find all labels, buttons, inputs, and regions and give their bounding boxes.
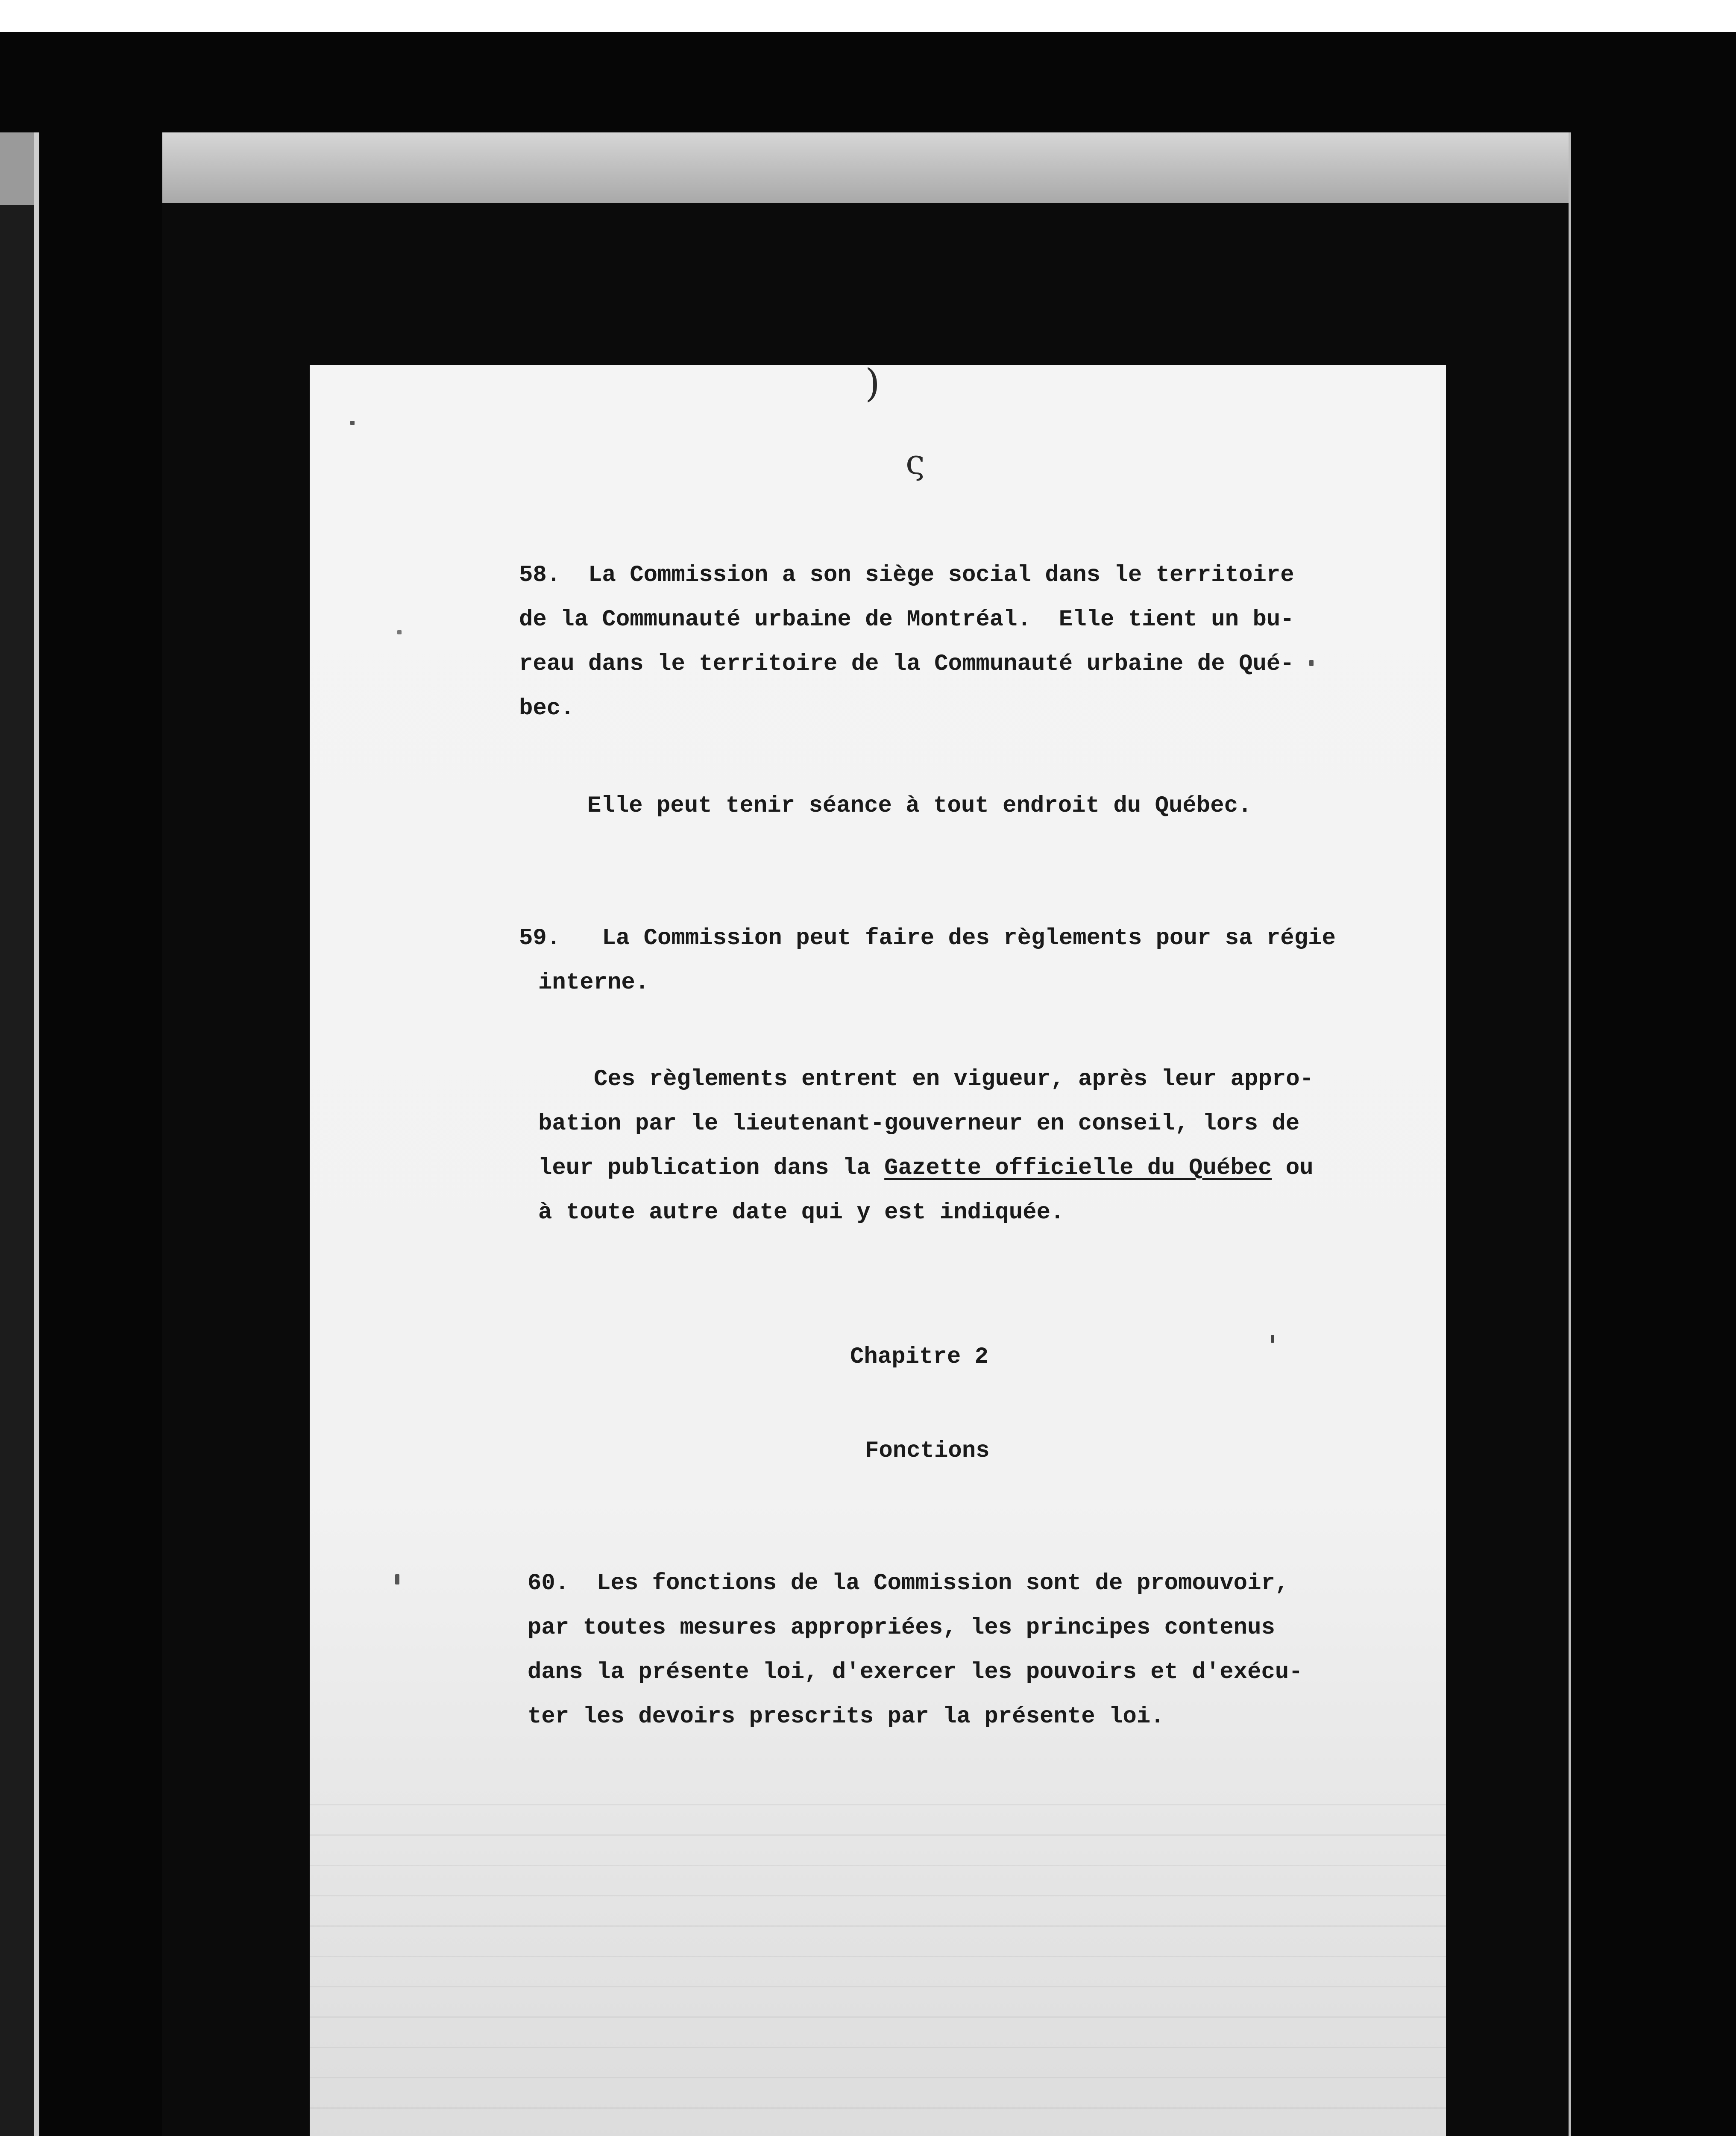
- dust-speck: [395, 1574, 399, 1584]
- section-58-line-4: bec.: [519, 695, 575, 722]
- section-58-line-1: 58. La Commission a son siège social dans le territoire: [519, 562, 1294, 588]
- section-59-line-2: interne.: [538, 970, 649, 996]
- line-text-after: ou: [1272, 1155, 1314, 1181]
- pen-mark-top: ): [865, 361, 880, 406]
- section-58-line-2: de la Communauté urbaine de Montréal. Elle tient un bu-: [519, 607, 1294, 633]
- dust-speck: [350, 421, 355, 425]
- chapter-number: Chapitre 2: [850, 1344, 989, 1370]
- dust-speck: [397, 630, 402, 634]
- section-59-paragraph-2-line-4: à toute autre date qui y est indiquée.: [538, 1200, 1064, 1226]
- section-59-paragraph-2-line-3: [538, 1146, 1314, 1191]
- line-text-before: leur publication dans la: [538, 1155, 885, 1181]
- adjacent-frame-left-header: [0, 132, 34, 205]
- page-ruled-lines: [310, 1775, 1446, 2136]
- chapter-title: Fonctions: [865, 1438, 990, 1464]
- section-60-line-3: dans la présente loi, d'exercer les pouvoirs et d'exécu-: [528, 1659, 1303, 1685]
- section-60-line-1: 60. Les fonctions de la Commission sont de promouvoir,: [528, 1570, 1289, 1596]
- section-59-paragraph-2-line-1: Ces règlements entrent en vigueur, après leur appro-: [594, 1066, 1314, 1092]
- pen-mark-curl: ς: [906, 442, 925, 482]
- top-margin: [0, 0, 1736, 32]
- section-60-line-2: par toutes mesures appropriées, les principes contenus: [528, 1615, 1275, 1641]
- adjacent-frame-left: [0, 132, 39, 2136]
- frame-header-band: [162, 132, 1569, 203]
- section-59-paragraph-2-line-2: bation par le lieutenant-gouverneur en conseil, lors de: [538, 1111, 1300, 1137]
- section-60-line-4: ter les devoirs prescrits par la présente loi.: [528, 1704, 1164, 1730]
- dust-speck: [1309, 660, 1314, 666]
- document-page: [310, 361, 1446, 2136]
- gazette-title: Gazette officielle du Québec: [884, 1155, 1272, 1181]
- section-58-paragraph-2: Elle peut tenir séance à tout endroit du Québec.: [587, 793, 1252, 819]
- section-59-line-1: 59. La Commission peut faire des règlements pour sa régie: [519, 925, 1336, 951]
- dust-speck: [1271, 1335, 1274, 1343]
- section-58-line-3: reau dans le territoire de la Communauté urbaine de Qué-: [519, 651, 1294, 677]
